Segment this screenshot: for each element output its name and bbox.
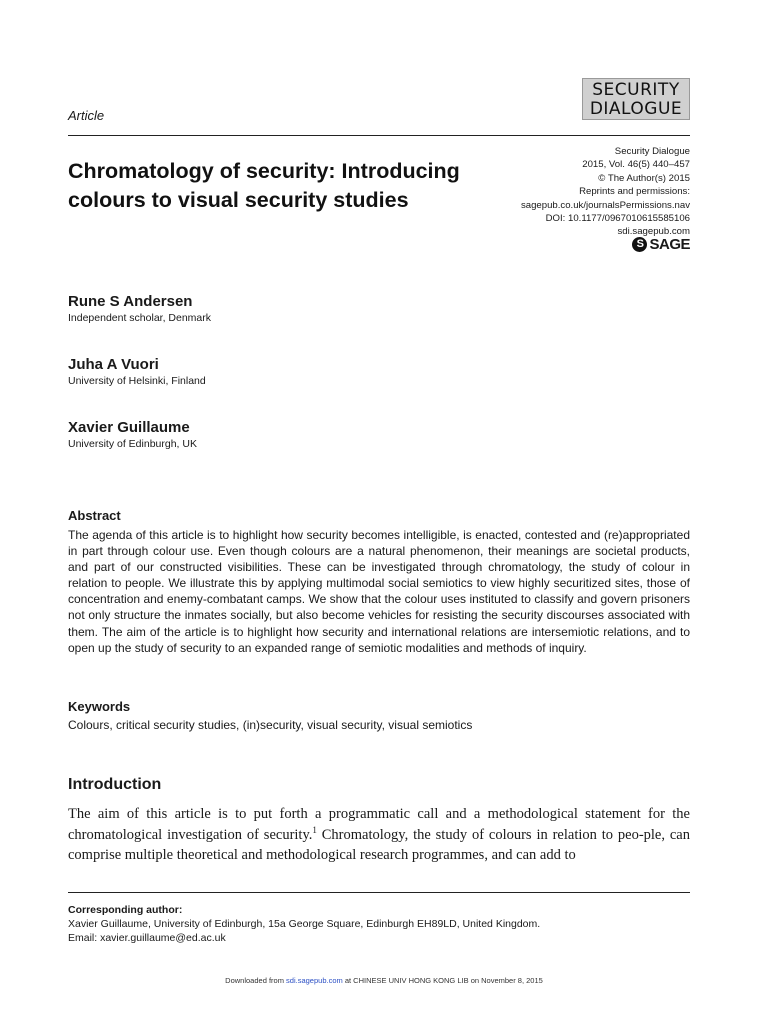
- abstract-heading: Abstract: [68, 508, 121, 523]
- keywords-heading: Keywords: [68, 699, 131, 714]
- article-type-label: Article: [68, 108, 105, 123]
- journal-logo: [582, 78, 690, 120]
- meta-reprints: Reprints and permissions:: [579, 186, 690, 198]
- footer-suffix: at CHINESE UNIV HONG KONG LIB on November 8, 2015: [342, 976, 543, 985]
- publication-meta: [440, 145, 690, 239]
- abstract-text: The agenda of this article is to highlight how security becomes intelligible, is enacted, contested and (re)appropriated in part through colour use. Even though colours are a natural phenomenon, their meanings are societal products, and part of our constructed visibilities. These can be investigated through chromatology, the study of colour in relation to people. We illustrate this by applying multimodal social semiotics to view highly securitized sites, those of concentration and enemy-combatant camps. We show that the colour uses instituted to classify and govern prisoners not only structure the inmates socially, but also become vehicles for resisting the security discourses associated with them. The aim of the article is to highlight how security and international relations are intersemiotic relations, and to open up the study of security to an expanded range of semiotic modalities and methods of inquiry.: [68, 528, 690, 655]
- author-affiliation: Independent scholar, Denmark: [68, 312, 212, 324]
- keywords-text: Colours, critical security studies, (in)security, visual security, visual semiotics: [68, 718, 473, 732]
- author-2: [68, 356, 206, 388]
- header-rule: [68, 135, 690, 136]
- meta-volume: 2015, Vol. 46(5) 440–457: [582, 159, 690, 171]
- journal-logo-line2: DIALOGUE: [589, 99, 683, 119]
- footnote-ref[interactable]: 1: [312, 824, 317, 835]
- corresponding-email[interactable]: Email: xavier.guillaume@ed.ac.uk: [68, 932, 226, 945]
- meta-journal: Security Dialogue: [614, 146, 690, 157]
- author-affiliation: University of Edinburgh, UK: [68, 438, 197, 450]
- sage-logo-text: SAGE: [649, 236, 690, 253]
- introduction-text: [68, 804, 690, 866]
- meta-copyright: © The Author(s) 2015: [598, 172, 690, 184]
- intro-text-part1: The aim of this article is to put forth a programmatic call and a methodological statement for the chromatological investigation of security.: [68, 806, 690, 843]
- author-3: [68, 419, 197, 451]
- sage-mark-icon: S: [632, 237, 647, 252]
- sage-logo: [632, 236, 690, 253]
- corresponding-address: Xavier Guillaume, University of Edinburgh, 15a George Square, Edinburgh EH89LD, United Kingdom.: [68, 918, 541, 931]
- author-1: [68, 293, 211, 325]
- intro-text-part2: Chromatology, the study of colours in relation to peo-ple, can comprise multiple theoretical and methodological research programmes, and can add to: [68, 826, 690, 863]
- meta-doi[interactable]: DOI: 10.1177/0967010615585106: [545, 213, 690, 225]
- footer-link[interactable]: sdi.sagepub.com: [286, 976, 343, 985]
- author-affiliation: University of Helsinki, Finland: [68, 375, 206, 387]
- introduction-heading: Introduction: [68, 776, 162, 793]
- author-name: Xavier Guillaume: [68, 419, 190, 436]
- corresponding-author: [68, 903, 540, 946]
- download-footer: [0, 976, 768, 985]
- author-name: Juha A Vuori: [68, 356, 159, 373]
- author-name: Rune S Andersen: [68, 293, 193, 310]
- footnote-rule: [68, 892, 690, 893]
- meta-site[interactable]: sdi.sagepub.com: [617, 226, 690, 238]
- footer-prefix: Downloaded from: [225, 976, 287, 985]
- journal-logo-line1: SECURITY: [592, 80, 680, 100]
- corresponding-label: Corresponding author:: [68, 904, 183, 916]
- article-title: Chromatology of security: Introducing colours to visual security studies: [68, 159, 460, 212]
- meta-permissions-url[interactable]: sagepub.co.uk/journalsPermissions.nav: [520, 199, 690, 211]
